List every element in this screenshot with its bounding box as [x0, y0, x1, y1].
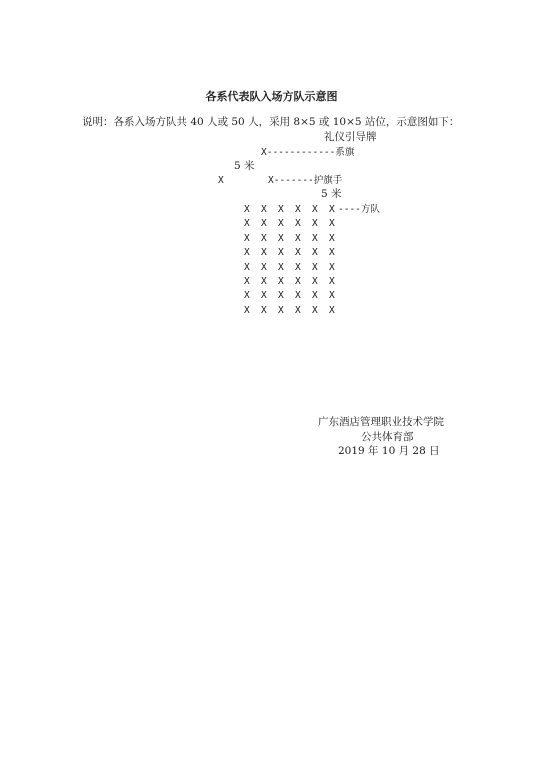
description-text: 说明：各系入场方队共 40 人或 50 人，采用 8×5 或 10×5 站位，示意图如下： — [82, 116, 460, 128]
formation-marker: X — [244, 204, 250, 215]
formation-marker: X — [278, 261, 284, 273]
flag-guard-line: X-------护旗手 — [268, 175, 343, 186]
formation-marker: X — [244, 304, 250, 316]
formation-marker: X — [312, 290, 318, 302]
formation-marker: X — [312, 232, 318, 244]
formation-marker: X — [329, 261, 335, 273]
formation-marker: X — [295, 290, 301, 302]
formation-marker: X — [261, 247, 267, 259]
formation-marker: X — [312, 247, 318, 259]
formation-marker: X — [329, 218, 335, 230]
formation-marker: X — [261, 218, 267, 230]
formation-marker: X — [295, 304, 301, 316]
formation-marker: X — [261, 304, 267, 316]
formation-marker: X — [312, 204, 318, 215]
formation-marker: X — [329, 204, 335, 215]
formation-marker: X — [312, 275, 318, 287]
formation-marker: X — [312, 218, 318, 230]
formation-marker: X — [295, 204, 301, 215]
formation-marker: X — [278, 290, 284, 302]
formation-marker: X — [329, 304, 335, 316]
formation-marker: X — [312, 304, 318, 316]
formation-marker: X — [244, 290, 250, 302]
formation-marker: X — [244, 247, 250, 259]
formation-marker: X — [295, 247, 301, 259]
formation-marker: X — [278, 247, 284, 259]
formation-marker: X — [295, 261, 301, 273]
document-title: 各系代表队入场方队示意图 — [205, 90, 338, 103]
formation-marker: X — [261, 232, 267, 244]
department-name: 公共体育部 — [361, 431, 414, 443]
school-name: 广东酒店管理职业技术学院 — [318, 416, 444, 428]
formation-label: ----方队 — [338, 204, 380, 215]
formation-marker: X — [329, 232, 335, 244]
formation-marker: X — [295, 275, 301, 287]
formation-marker: X — [278, 275, 284, 287]
guide-sign-label: 礼仪引导牌 — [324, 131, 377, 143]
formation-marker: X — [261, 275, 267, 287]
formation-marker: X — [261, 290, 267, 302]
distance-label-2: 5 米 — [321, 188, 342, 200]
distance-label-1: 5 米 — [234, 160, 255, 172]
formation-marker: X — [278, 232, 284, 244]
formation-marker: X — [295, 232, 301, 244]
formation-marker: X — [329, 247, 335, 259]
document-date: 2019 年 10 月 28 日 — [338, 445, 440, 457]
formation-marker: X — [278, 218, 284, 230]
formation-marker: X — [295, 218, 301, 230]
formation-marker: X — [278, 204, 284, 215]
formation-marker: X — [244, 218, 250, 230]
formation-marker: X — [329, 275, 335, 287]
lone-marker: X — [218, 175, 224, 186]
formation-marker: X — [261, 204, 267, 215]
formation-marker: X — [261, 261, 267, 273]
formation-marker: X — [244, 261, 250, 273]
formation-marker: X — [312, 261, 318, 273]
flag-bearer-line: X------------系旗 — [261, 147, 355, 158]
formation-marker: X — [329, 290, 335, 302]
formation-marker: X — [244, 275, 250, 287]
formation-marker: X — [244, 232, 250, 244]
formation-marker: X — [278, 304, 284, 316]
